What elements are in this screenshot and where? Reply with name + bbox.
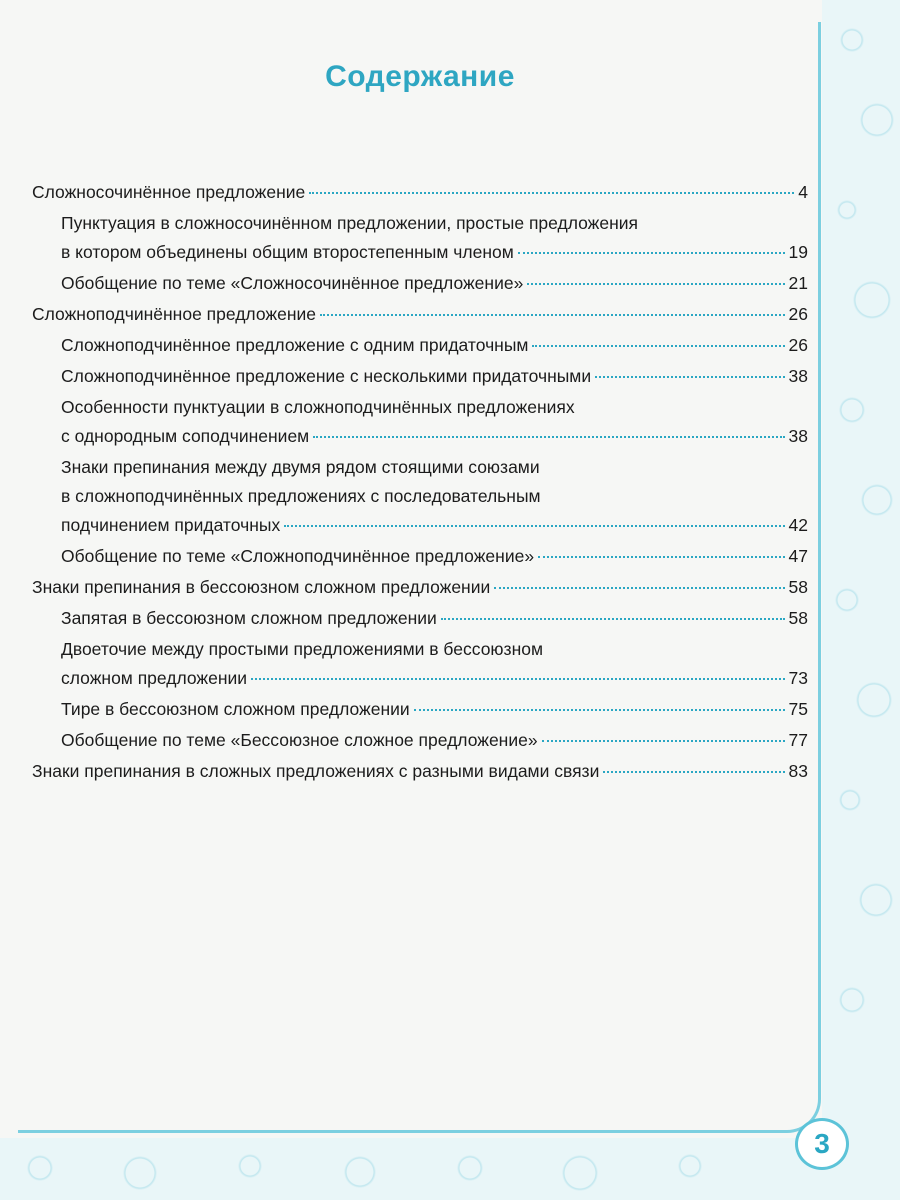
page-title: Содержание <box>325 60 515 93</box>
toc-entry-line: Знаки препинания между двумя рядом стоящими союзами <box>61 457 540 477</box>
toc-entry-text: Обобщение по теме «Бессоюзное сложное предложение» <box>61 730 538 750</box>
toc-entry-mixed-types[interactable] <box>32 757 808 786</box>
toc-entry-text: Сложноподчинённое предложение <box>32 304 316 324</box>
toc-page-number: 38 <box>788 426 808 446</box>
leader-dots <box>320 314 785 316</box>
toc-entry-text: в котором объединены общим второстепенным членом <box>61 242 514 262</box>
toc-page-number: 26 <box>788 335 808 355</box>
toc-entry-one-clause[interactable] <box>32 331 808 360</box>
leader-dots <box>527 283 784 285</box>
toc-entry-line: Особенности пунктуации в сложноподчинённых предложениях <box>61 397 575 417</box>
toc-entry-text: Сложносочинённое предложение <box>32 182 306 202</box>
leader-dots <box>595 376 784 378</box>
toc-page-number: 83 <box>788 761 808 781</box>
toc-entry-text: Обобщение по теме «Сложноподчинённое предложение» <box>61 546 535 566</box>
toc-entry-summary-subordinate[interactable] <box>32 542 808 571</box>
toc-page-number: 58 <box>788 608 808 628</box>
toc-entry-comma-asyndetic[interactable] <box>32 604 808 633</box>
toc-entry-punctuation-compound[interactable] <box>32 238 808 267</box>
toc-entry-homogeneous[interactable] <box>32 422 808 451</box>
toc-entry-complex-compound[interactable] <box>32 178 808 207</box>
leader-dots <box>284 525 784 527</box>
decorative-border-right <box>822 0 900 1200</box>
toc-entry-text: сложном предложении <box>61 668 248 688</box>
toc-page-number: 77 <box>788 730 808 750</box>
decorative-border-bottom <box>0 1138 900 1200</box>
toc-entry-line: Пунктуация в сложносочинённом предложении, простые предложения <box>61 213 639 233</box>
toc-entry-two-conjunctions[interactable] <box>32 511 808 540</box>
leader-dots <box>309 192 794 194</box>
toc-page-number: 75 <box>788 699 808 719</box>
leader-dots <box>538 556 784 558</box>
toc-entry-text: Тире в бессоюзном сложном предложении <box>61 699 410 719</box>
leader-dots <box>494 587 784 589</box>
leader-dots <box>251 678 784 680</box>
toc-entry-text: подчинением придаточных <box>61 515 281 535</box>
toc-entry-text: Знаки препинания в сложных предложениях с разными видами связи <box>32 761 600 781</box>
leader-dots <box>542 740 785 742</box>
leader-dots <box>313 436 784 438</box>
table-of-contents <box>32 178 808 786</box>
toc-entry-text: Сложноподчинённое предложение с одним придаточным <box>61 335 529 355</box>
toc-page-number: 73 <box>788 668 808 688</box>
toc-entry-line: Двоеточие между простыми предложениями в бессоюзном <box>61 639 544 659</box>
toc-page-number: 38 <box>788 366 808 386</box>
toc-entry-complex-subordinate[interactable] <box>32 300 808 329</box>
toc-entry-text: с однородным соподчинением <box>61 426 310 446</box>
leader-dots <box>603 771 784 773</box>
toc-page-number: 42 <box>788 515 808 535</box>
leader-dots <box>414 709 785 711</box>
leader-dots <box>532 345 784 347</box>
toc-entry-asyndetic[interactable] <box>32 573 808 602</box>
toc-page-number: 26 <box>788 304 808 324</box>
toc-entry-text: Сложноподчинённое предложение с несколькими придаточными <box>61 366 592 386</box>
toc-page-number: 47 <box>788 546 808 566</box>
leader-dots <box>441 618 785 620</box>
toc-page-number: 4 <box>798 182 808 202</box>
toc-page-number: 58 <box>788 577 808 597</box>
toc-entry-summary-asyndetic[interactable] <box>32 726 808 755</box>
toc-entry-dash-asyndetic[interactable] <box>32 695 808 724</box>
toc-page-number: 21 <box>788 273 808 293</box>
leader-dots <box>518 252 785 254</box>
toc-entry-text: Обобщение по теме «Сложносочинённое предложение» <box>61 273 524 293</box>
page-number-badge: 3 <box>795 1118 849 1170</box>
toc-entry-colon-asyndetic[interactable] <box>32 664 808 693</box>
toc-entry-summary-compound[interactable] <box>32 269 808 298</box>
toc-entry-text: Запятая в бессоюзном сложном предложении <box>61 608 437 628</box>
toc-entry-line: в сложноподчинённых предложениях с последовательным <box>61 486 541 506</box>
toc-entry-several-clauses[interactable] <box>32 362 808 391</box>
toc-entry-text: Знаки препинания в бессоюзном сложном предложении <box>32 577 491 597</box>
toc-page-number: 19 <box>788 242 808 262</box>
